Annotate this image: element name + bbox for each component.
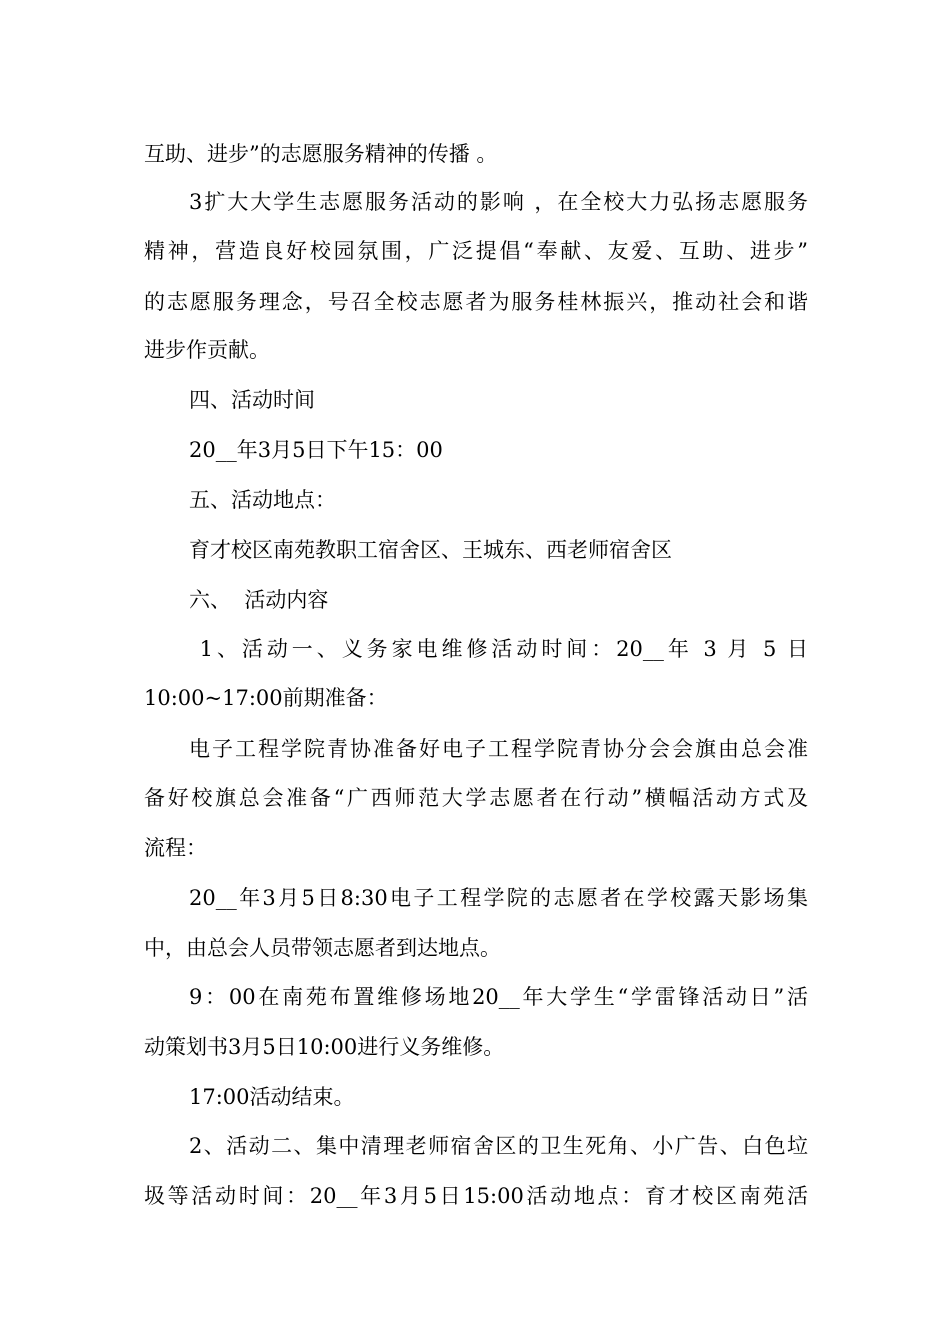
section-heading: 六、 活动内容 — [189, 588, 329, 612]
text-line: 20__年3月5日下午15：00 — [189, 438, 443, 462]
section-heading: 五、活动地点： — [189, 488, 336, 512]
text-line: 17:00活动结束。 — [189, 1085, 355, 1109]
text-line: 2、活动二、集中清理老师宿舍区的卫生死角、小广告、白色垃 — [189, 1134, 808, 1158]
text-line: 备好校旗总会准备“广西师范大学志愿者在行动”横幅活动方式及 — [144, 786, 808, 810]
text-line: 1、活动一、义务家电维修活动时间：20__年 3 月 5 日 — [189, 637, 808, 661]
text-line: 精神，营造良好校园氛围，广泛提倡“奉献、友爱、互助、进步” — [144, 239, 808, 263]
text-line: 20__年3月5日8:30电子工程学院的志愿者在学校露天影场集 — [189, 886, 808, 910]
text-line: 圾等活动时间：20__年3月5日15:00活动地点：育才校区南苑活 — [144, 1184, 808, 1208]
text-line: 互助、进步”的志愿服务精神的传播 。 — [144, 142, 498, 166]
text-line: 电子工程学院青协准备好电子工程学院青协分会会旗由总会准 — [189, 737, 808, 761]
text-line: 中，由总会人员带领志愿者到达地点。 — [144, 936, 501, 960]
text-line: 的志愿服务理念，号召全校志愿者为服务桂林振兴，推动社会和谐 — [144, 290, 808, 314]
text-line: 动策划书3月5日10:00进行义务维修。 — [144, 1035, 505, 1059]
text-line: 流程： — [144, 836, 207, 860]
text-line: 进步作贡献。 — [144, 338, 270, 362]
text-line: 3扩大大学生志愿服务活动的影响 ，在全校大力弘扬志愿服务 — [189, 190, 808, 214]
section-heading: 四、活动时间 — [189, 388, 315, 412]
text-line: 9：00在南苑布置维修场地20__年大学生“学雷锋活动日”活 — [189, 985, 808, 1009]
text-line: 育才校区南苑教职工宿舍区、王城东、西老师宿舍区 — [189, 538, 672, 562]
text-line: 10:00~17:00前期准备： — [144, 686, 388, 710]
